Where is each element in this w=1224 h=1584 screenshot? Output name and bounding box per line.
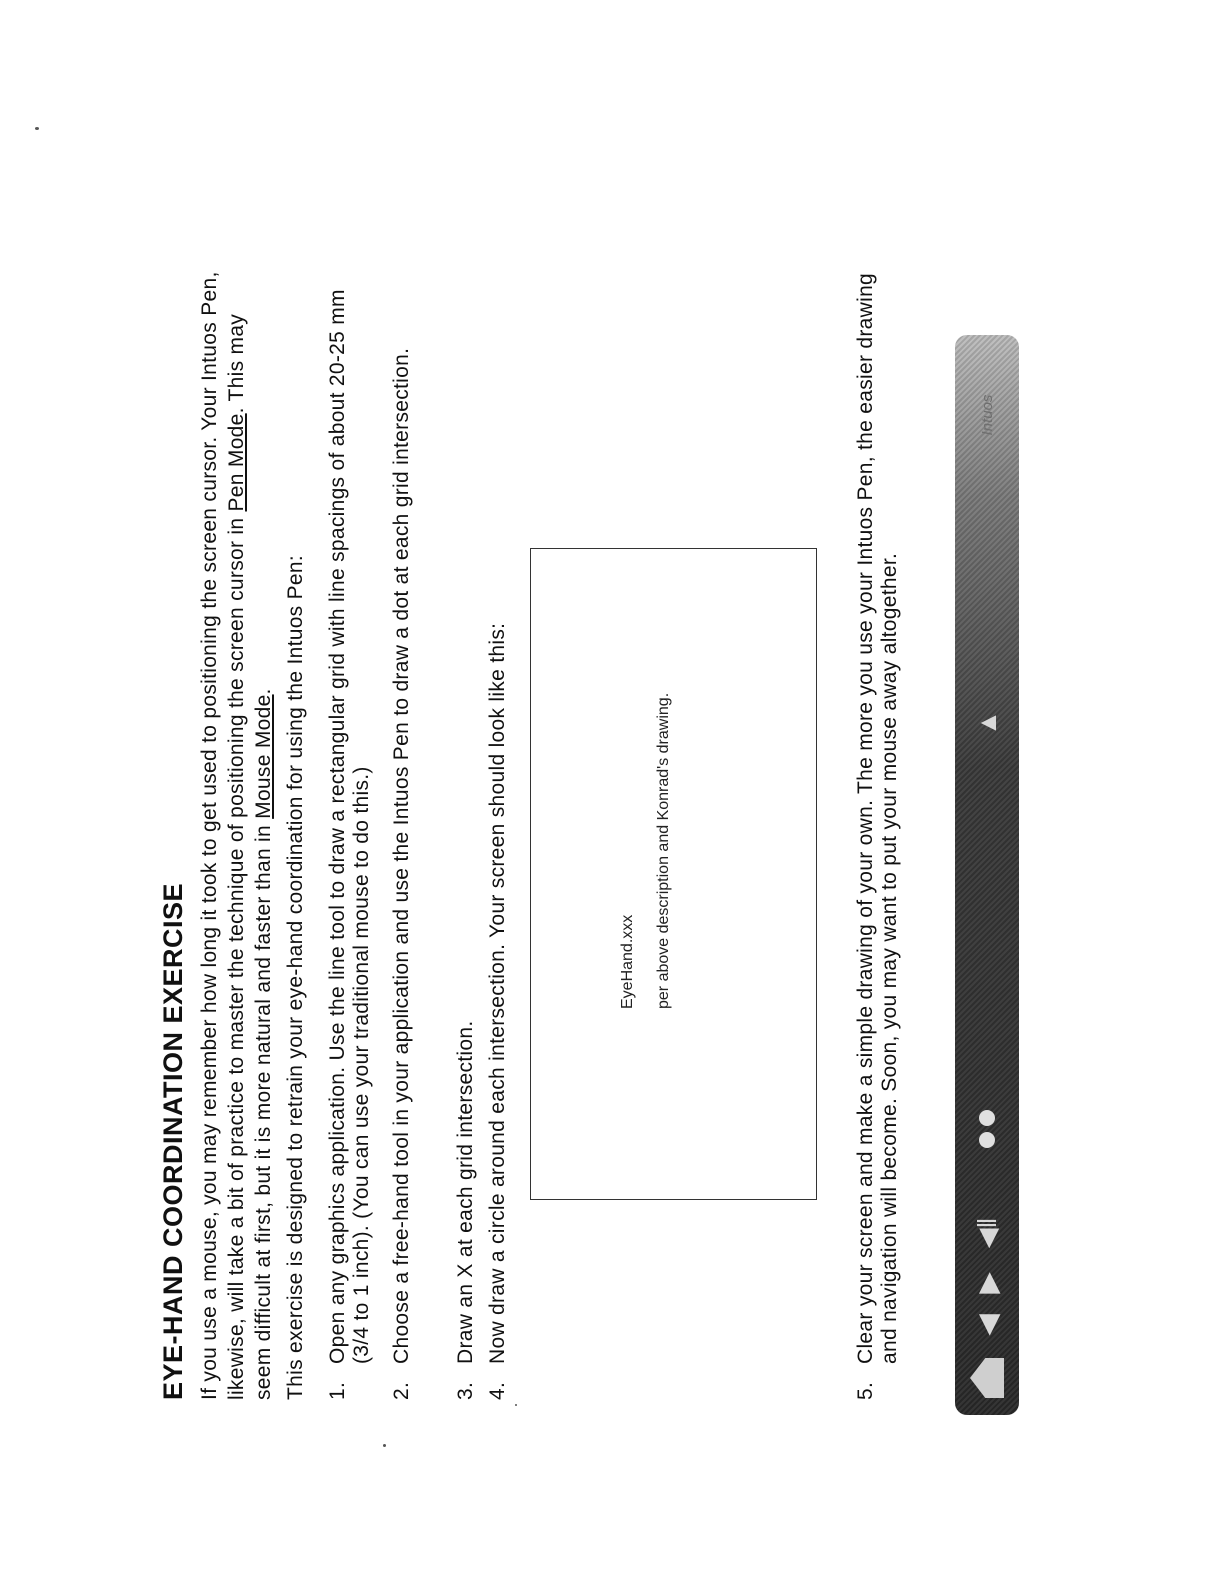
pen-mode-link[interactable]: Pen Mode xyxy=(225,413,248,512)
home-icon[interactable] xyxy=(965,1353,1009,1403)
mouse-mode-link[interactable]: Mouse Mode xyxy=(252,694,275,819)
figure-placeholder xyxy=(530,548,817,1200)
next-page-icon[interactable]: ▶ xyxy=(971,1272,1003,1294)
back-icon[interactable]: ◀‖ xyxy=(971,1217,1002,1249)
intro-paragraph: If you use a mouse, you may remember how long it took to get used to positioning the screen cursor. Your Intuos Pen, likewise, will take a bit of practice to master the technique of positioning the screen cursor in Pen Mode. This may seem difficult at first, but it is more natural and faster than in Mouse Mode. xyxy=(198,271,275,1400)
navigation-toolbar xyxy=(955,335,1019,1415)
brand-logo: Intuos xyxy=(978,394,996,436)
page-title: EYE-HAND COORDINATION EXERCISE xyxy=(158,882,188,1400)
exercise-intro: This exercise is designed to retrain your eye-hand coordination for using the Intuos Pen: xyxy=(284,554,307,1400)
up-icon[interactable]: ▲ xyxy=(971,710,1002,736)
contents-icon[interactable] xyxy=(965,1105,1009,1153)
previous-page-icon[interactable]: ◀ xyxy=(971,1314,1003,1336)
figure-filename: EyeHand.xxx xyxy=(619,914,636,1009)
figure-description: per above description and Konrad's drawing. xyxy=(655,692,672,1009)
manual-page: EYE-HAND COORDINATION EXERCISE If you use a mouse, you may remember how long it took to get used to positioning the screen cursor. Your Intuos Pen, likewise, will take a bit of practice to master the technique of positioning the screen cursor in Pen Mode. This may seem difficult at first, but it is more natural and faster than in Mouse Mode. This exercise is designed to retrain your eye-hand coordination for using the Intuos Pen: 1. Open any graphics application. Use the line tool to draw a rectangular grid with line spacings of about 20-25 mm (3/4 to 1 inch). (You can use your traditional mouse to do this.) 2. Choose a free-hand tool in your application and use the Intuos Pen to draw a dot at each grid intersection. 3. Draw an X at each grid intersection. 4. Now draw a circle around each intersection. Your screen should look like this: EyeHand.xxx per above description and Konrad's drawing. 5. Clear your screen and make a simple drawing of your own. The more you use your Intuos Pen, the easier drawing and navigation will become. Soon, you may want to put your mouse away altogether. ◀ ▶ ◀‖ ▲ Intuos xyxy=(150,245,1050,1445)
